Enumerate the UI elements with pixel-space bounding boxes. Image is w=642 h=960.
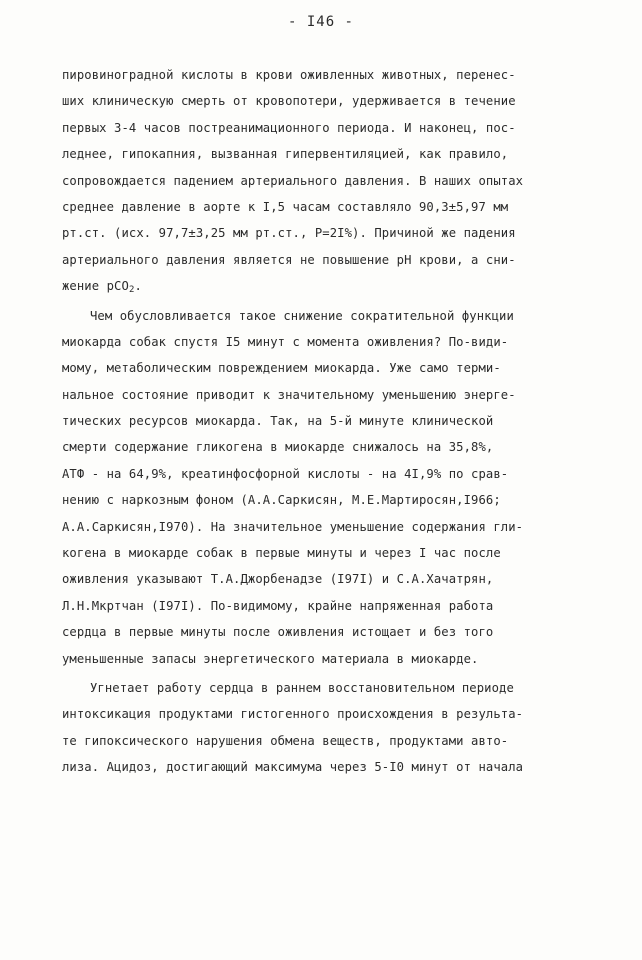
text-line: оживления указывают Т.А.Джорбенадзе (I97I) и С.А.Хачатрян, — [62, 572, 494, 587]
text-line: уменьшенные запасы энергетического материала в миокарде. — [62, 651, 479, 666]
page-number: - I46 - — [287, 14, 354, 30]
text-line: мому, метаболическим повреждением миокарда. Уже само терми- — [62, 361, 501, 376]
text-line: лиза. Ацидоз, достигающий максимума через 5-I0 минут от начала — [62, 760, 524, 775]
text-line: пировиноградной кислоты в крови оживленных животных, перенес- — [62, 68, 516, 82]
text-line: рт.ст. (исх. 97,7±3,25 мм рт.ст., Р=2I%). Причиной же падения — [62, 226, 516, 241]
text-line: те гипоксического нарушения обмена веществ, продуктами авто- — [62, 733, 509, 748]
text-line: артериального давления является не повышение рН крови, а сни- — [62, 252, 516, 267]
text-line: интоксикация продуктами гистогенного происхождения в результа- — [62, 707, 524, 722]
text-line: тических ресурсов миокарда. Так, на 5-й минуте клинической — [62, 414, 494, 429]
text-line: леднее, гипокапния, вызванная гипервентиляцией, как правило, — [62, 147, 509, 162]
text-line: жение pCO$_2$. — [62, 279, 142, 296]
text-line: нению с наркозным фоном (А.А.Саркисян, М.Е.Мартиросян,I966; — [62, 493, 501, 508]
text-line: сопровождается падением артериального давления. В наших опытах — [62, 173, 524, 188]
text-line: когена в миокарде собак в первые минуты и через I час после — [62, 546, 501, 561]
text-line: нальное состояние приводит к значительному уменьшению энерге- — [62, 387, 516, 402]
text-line: сердца в первые минуты после оживления истощает и без того — [62, 625, 494, 640]
text-line: смерти содержание гликогена в миокарде снижалось на 35,8%, — [62, 440, 494, 455]
text-line: миокарда собак спустя I5 минут с момента оживления? По-види- — [62, 334, 509, 349]
body-text — [62, 62, 600, 781]
text-line: А.А.Саркисян,I970). На значительное уменьшение содержания гли- — [62, 519, 524, 534]
paragraph-first-line: Угнетает работу сердца в раннем восстановительном периоде — [90, 680, 514, 695]
text-line: среднее давление в аорте к I,5 часам составляло 90,3±5,97 мм — [62, 199, 509, 214]
text-line: Л.Н.Мкртчан (I97I). По-видимому, крайне напряженная работа — [62, 598, 494, 613]
text-line: первых 3-4 часов постреанимационного периода. И наконец, пос- — [62, 120, 516, 135]
text-line: ших клиническую смерть от кровопотери, удерживается в течение — [62, 94, 516, 109]
paragraph-first-line: Чем обусловливается такое снижение сократительной функции — [90, 308, 514, 323]
text-line: АТФ - на 64,9%, креатинфосфорной кислоты - на 4I,9% по срав- — [62, 466, 509, 481]
